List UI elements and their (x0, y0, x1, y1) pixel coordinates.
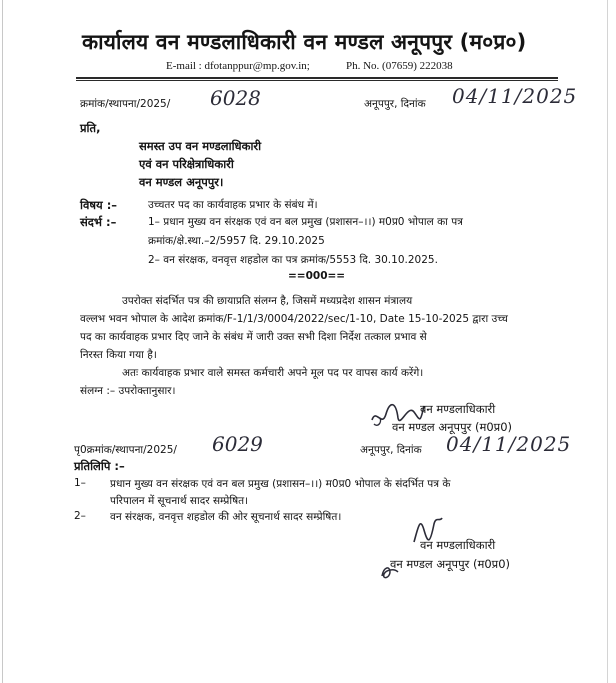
copy-item-1-line-2: परिपालन में सूचनार्थ सादर सम्प्रेषित। (110, 495, 249, 507)
office-email: E-mail : dfotanppur@mp.gov.in; (166, 60, 310, 72)
copy-item-2-text: वन संरक्षक, वनवृत्त शहडोल की ओर सूचनार्थ सादर सम्प्रेषित। (110, 511, 342, 523)
copy-ref-label: पृ0क्रमांक/स्थापना/2025/ (74, 444, 177, 456)
copy-label: प्रतिलिपि :– (74, 459, 125, 473)
signatory-2-designation: वन मण्डलाधिकारी (420, 538, 496, 552)
signatory-2-office: वन मण्डल अनूपपुर (म0प्र0) (390, 557, 510, 571)
recipient-line-1: समस्त उप वन मण्डलाधिकारी (139, 139, 262, 153)
body-line-3: पद का कार्यवाहक प्रभार दिए जाने के संबंध में जारी उक्त सभी दिशा निर्देश तत्काल प्रभाव से (80, 331, 427, 343)
signatory-1-designation: वन मण्डलाधिकारी (420, 402, 496, 416)
copy-item-2-number: 2– (74, 510, 86, 522)
copy-place-date: अनूपपुर, दिनांक (360, 444, 422, 456)
reference-1-line-2: क्रमांक/क्षे.स्था.–2/5957 दि. 29.10.2025 (148, 235, 325, 247)
office-phone: Ph. No. (07659) 222038 (346, 60, 453, 72)
enclosure-note: संलग्न :– उपरोक्तानुसार। (80, 385, 176, 397)
subject-label: विषय :– (80, 198, 118, 212)
letter-ref-label: क्रमांक/स्थापना/2025/ (80, 98, 171, 110)
letter-date-handwritten: 04/11/2025 (452, 84, 578, 108)
page-edge-right (607, 0, 608, 683)
letter-place-date: अनूपपुर, दिनांक (364, 98, 426, 110)
recipient-line-2: एवं वन परिक्षेत्राधिकारी (139, 157, 234, 171)
recipient-line-3: वन मण्डल अनूपपुर। (139, 175, 224, 189)
reference-label: संदर्भ :– (80, 215, 117, 229)
office-title: कार्यालय वन मण्डलाधिकारी वन मण्डल अनूपपुर (म०प्र०) (82, 30, 527, 54)
body-para-2: अतः कार्यवाहक प्रभार वाले समस्त कर्मचारी अपने मूल पद पर वापस कार्य करेंगे। (122, 367, 424, 379)
header-rule-thin (76, 80, 558, 81)
page-edge-left (2, 0, 3, 683)
to-label: प्रति, (80, 121, 101, 135)
body-line-2: वल्लभ भवन भोपाल के आदेश क्रमांक/F-1/1/3/0004/2022/sec/1-10, Date 15-10-2025 द्वारा उच्च (80, 313, 508, 325)
separator: ==000== (288, 270, 346, 282)
body-line-1: उपरोक्त संदर्भित पत्र की छायाप्रति संलग्न है, जिसमें मध्यप्रदेश शासन मंत्रालय (122, 295, 413, 307)
copy-item-1-number: 1– (74, 477, 86, 489)
reference-2: 2– वन संरक्षक, वनवृत्त शहडोल का पत्र क्रमांक/5553 दि. 30.10.2025. (148, 254, 438, 266)
subject-text: उच्चतर पद का कार्यवाहक प्रभार के संबंध में। (148, 199, 318, 211)
reference-1-line-1: 1– प्रधान मुख्य वन संरक्षक एवं वन बल प्रमुख (प्रशासन–।।) म0प्र0 भोपाल का पत्र (148, 216, 463, 228)
letter-ref-number-handwritten: 6028 (210, 86, 261, 110)
signatory-1-office: वन मण्डल अनूपपुर (म0प्र0) (392, 420, 512, 434)
copy-date-handwritten: 04/11/2025 (446, 432, 572, 456)
copy-item-1-line-1: प्रधान मुख्य वन संरक्षक एवं वन बल प्रमुख (प्रशासन–।।) म0प्र0 भोपाल के संदर्भित पत्र के (110, 478, 451, 490)
header-rule (76, 77, 558, 79)
copy-ref-number-handwritten: 6029 (212, 432, 263, 456)
body-line-4: निरस्त किया गया है। (80, 349, 157, 361)
